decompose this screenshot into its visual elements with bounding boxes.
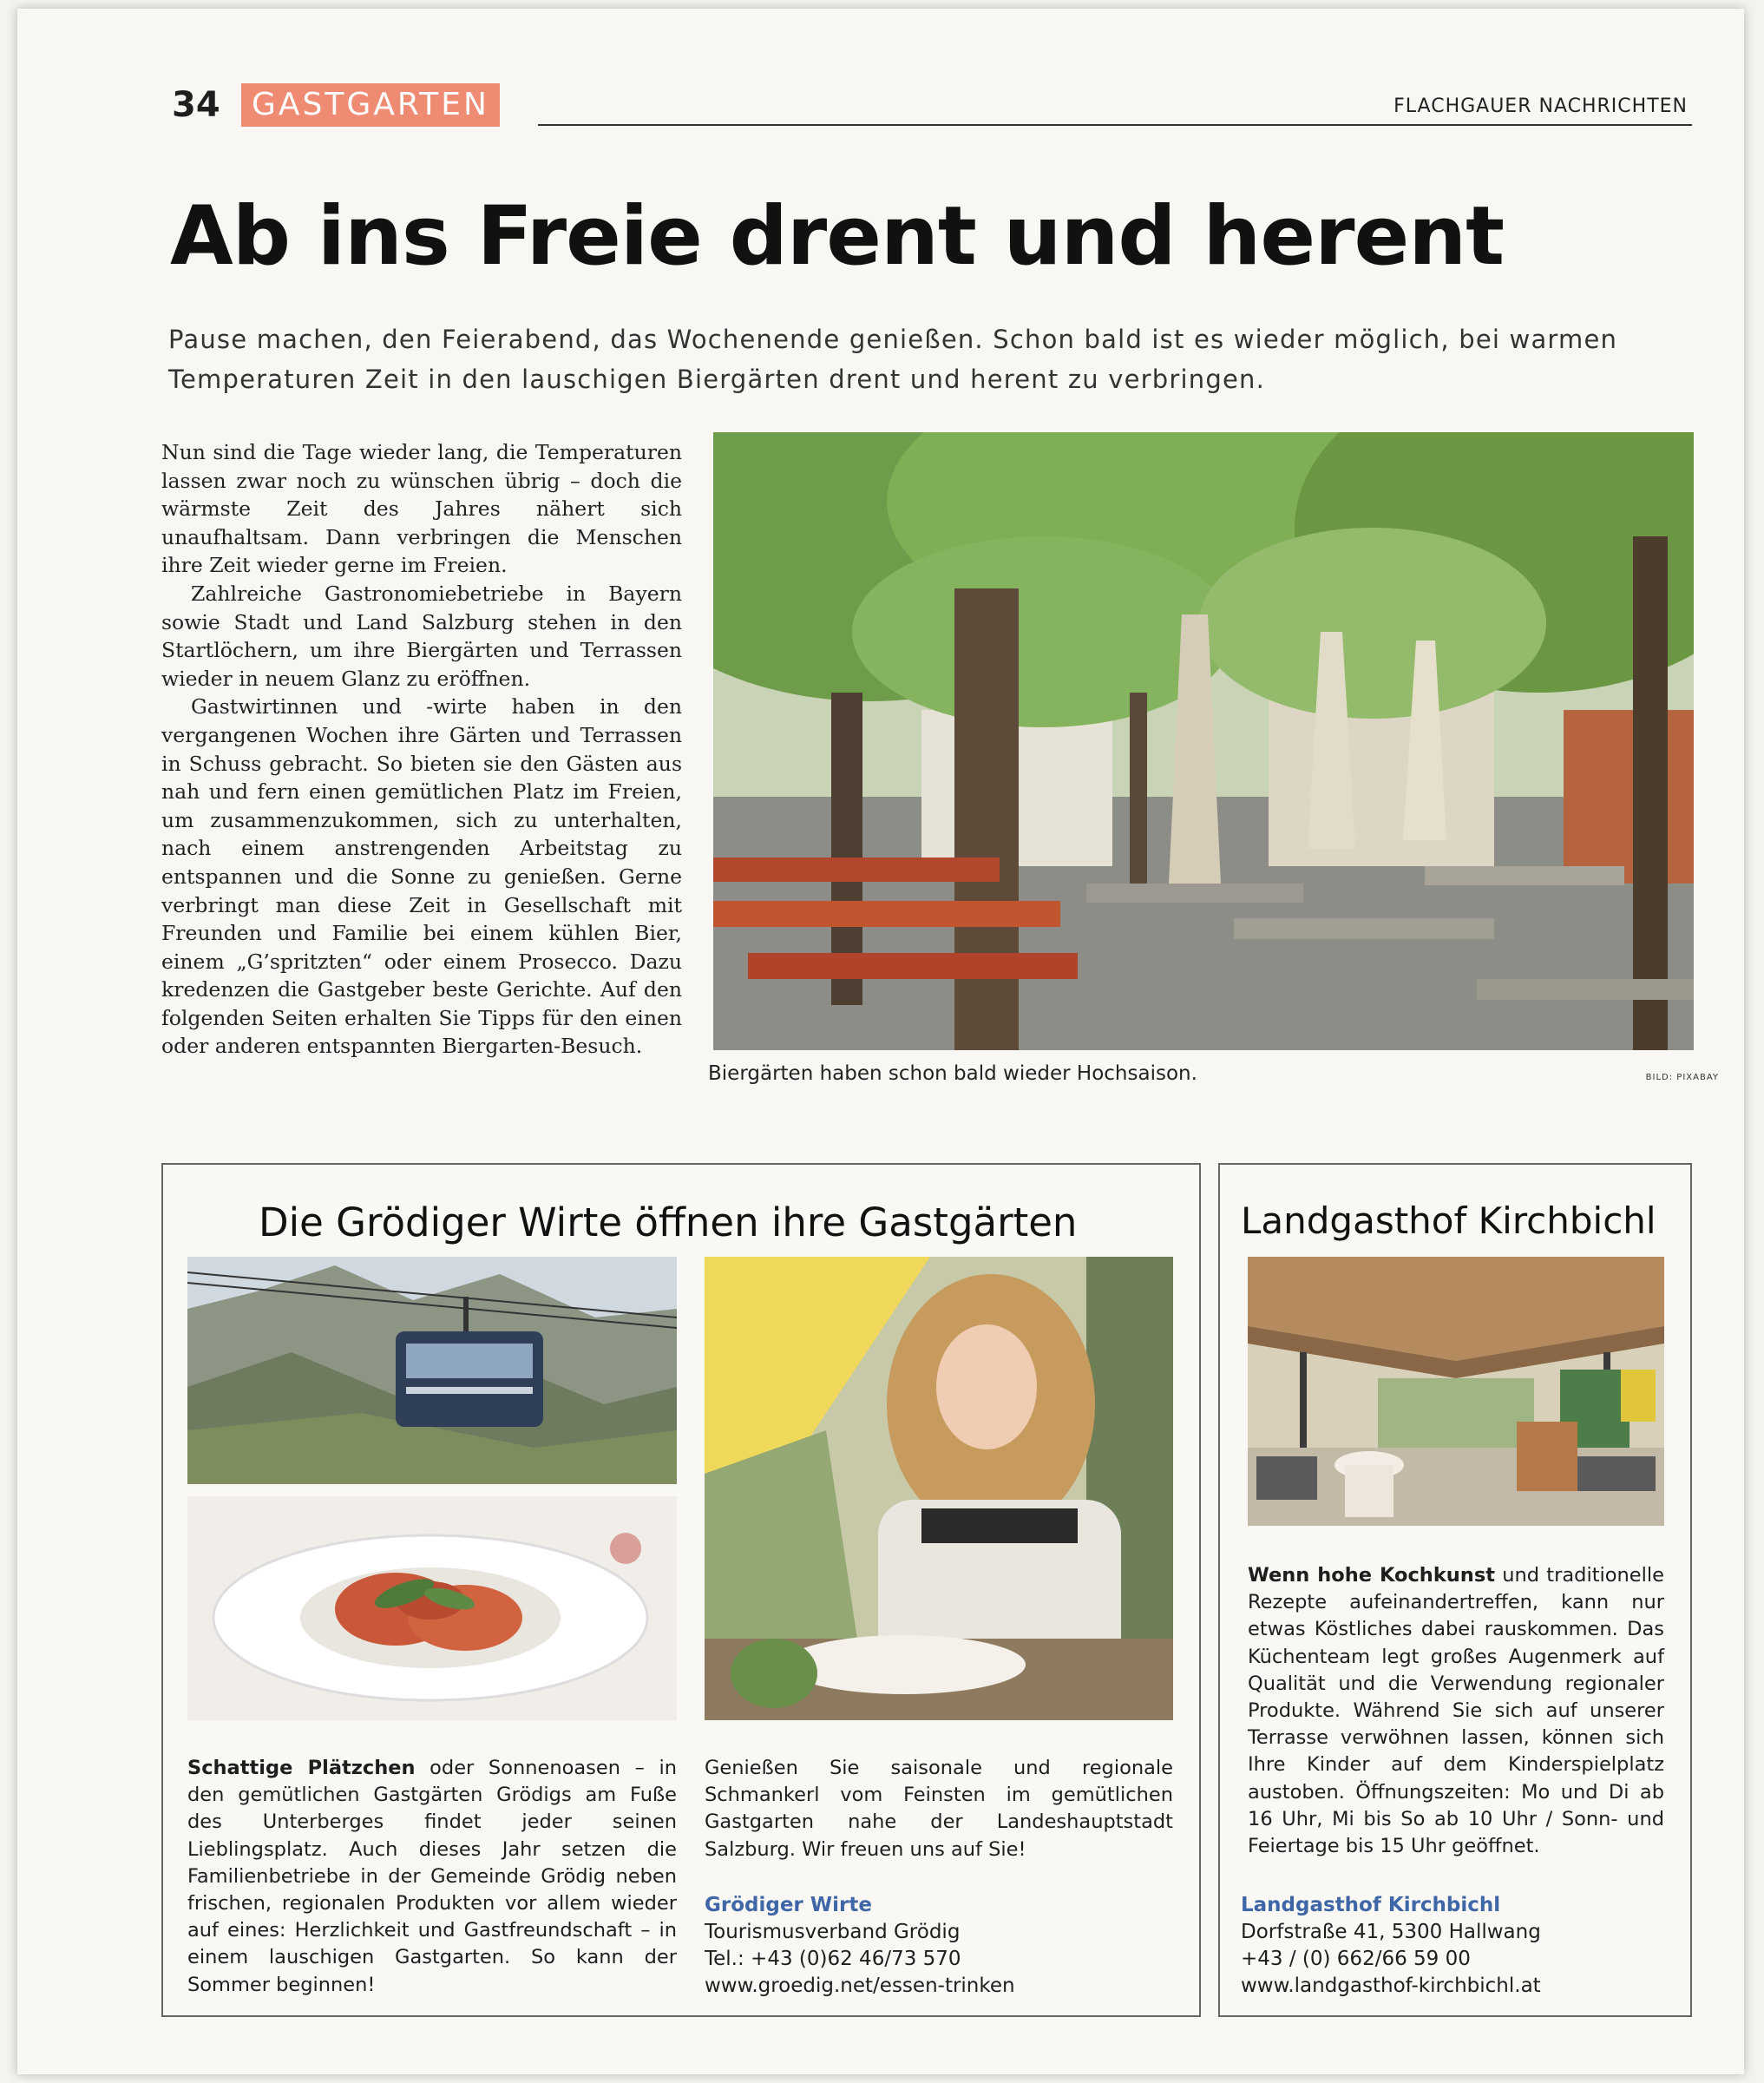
ad-groedig-text-1-rest: oder Sonnenoasen – in den gemütlichen Gastgärten Grödigs am Fuße des Unterberges findet jeder seinen Lieblingsplatz. Auch dieses Jahr setzen die Familienbetriebe in der Gemeinde Grödig neben frischen, regionalen Produkten vor allem wieder auf eines: Herzlichkeit und Gastfreundschaft – in einem lauschigen Gastgarten. So kann der Sommer beginnen!: [187, 1757, 677, 1996]
ad-kirchbichl-title: Landgasthof Kirchbichl: [1241, 1199, 1656, 1242]
ad-kirchbichl: [1218, 1163, 1692, 2017]
contact-address: Dorfstraße 41, 5300 Hallwang: [1241, 1921, 1541, 1943]
contact-phone: +43 / (0) 662/66 59 00: [1241, 1948, 1471, 1970]
contact-name: Grödiger Wirte: [705, 1894, 872, 1916]
woman-in-garden-photo: [705, 1257, 1173, 1720]
publication-name: FLACHGAUER NACHRICHTEN: [1393, 95, 1688, 117]
contact-website[interactable]: www.groedig.net/essen-trinken: [705, 1975, 1015, 1997]
food-photo: [187, 1496, 677, 1720]
ad-kirchbichl-text: [1248, 1562, 1664, 1860]
lead-paragraph: Pause machen, den Feierabend, das Wochenende genießen. Schon bald ist es wieder möglich, bei warmen Temperaturen Zeit in den lauschigen Biergärten drent und herent zu verbringen.: [168, 325, 1618, 394]
ad-kirchbichl-text-rest: und traditionelle Rezepte aufeinandertreffen, kann nur etwas Köstliches dabei rauskommen. Das Küchenteam legt großes Augenmerk auf Qualität und die Verwendung regionaler Produkte. Während Sie sich auf unserer Terrasse verwöhnen lassen, können sich Ihre Kinder auf dem Kinderspielplatz austoben. Öffnungszeiten: Mo und Di ab 16 Uhr, Mi bis So ab 10 Uhr / Sonn- und Feiertage bis 15 Uhr geöffnet.: [1248, 1564, 1664, 1858]
headline: Ab ins Freie drent und herent: [170, 189, 1505, 284]
article-paragraph: Nun sind die Tage wieder lang, die Temperaturen lassen zwar noch zu wünschen übrig – doch die wärmste Zeit des Jahres nähert sich unaufhaltsam. Dann verbringen die Menschen ihre Zeit wieder gerne im Freien.: [161, 440, 682, 578]
terrace-photo: [1248, 1257, 1664, 1526]
article-body: [161, 438, 682, 1061]
contact-name: Landgasthof Kirchbichl: [1241, 1894, 1501, 1916]
cable-car-photo: [187, 1257, 677, 1484]
photo-caption: Biergärten haben schon bald wieder Hochsaison.: [708, 1062, 1197, 1085]
page-number: 34: [172, 85, 220, 125]
article-paragraph: Zahlreiche Gastronomiebetriebe in Bayern sowie Stadt und Land Salzburg stehen in den Startlöchern, um ihre Biergärten und Terrassen wieder in neuem Glanz zu eröffnen.: [161, 581, 682, 691]
contact-website[interactable]: www.landgasthof-kirchbichl.at: [1241, 1975, 1541, 1997]
ad-groedig-text-1-bold: Schattige Plätzchen: [187, 1757, 416, 1779]
ad-groedig: [161, 1163, 1201, 2017]
ad-groedig-text-2: Genießen Sie saisonale und regionale Schmankerl vom Feinsten im gemütlichen Gastgarten nahe der Landeshauptstadt Salzburg. Wir freuen uns auf Sie!: [705, 1757, 1173, 1861]
ad-groedig-contact: [705, 1892, 1015, 2000]
beer-garden-photo: [713, 432, 1694, 1050]
contact-phone: Tel.: +43 (0)62 46/73 570: [705, 1948, 961, 1970]
ad-kirchbichl-contact: [1241, 1892, 1541, 2000]
photo-credit: BILD: PIXABAY: [1645, 1073, 1719, 1082]
ad-groedig-title: Die Grödiger Wirte öffnen ihre Gastgärten: [259, 1199, 1078, 1245]
section-tag: GASTGARTEN: [241, 83, 500, 127]
header-rule: [538, 124, 1692, 126]
ad-kirchbichl-text-bold: Wenn hohe Kochkunst: [1248, 1564, 1495, 1587]
ad-groedig-text-1: [187, 1755, 677, 1999]
contact-organization: Tourismusverband Grödig: [705, 1921, 961, 1943]
article-paragraph: Gastwirtinnen und -wirte haben in den vergangenen Wochen ihre Gärten und Terrassen in Schuss gebracht. So bieten sie den Gästen aus nah und fern einen gemütlichen Platz im Freien, um zusammenzukommen, sich zu unterhalten, nach einem anstrengenden Arbeitstag zu entspannen und die Sonne zu genießen. Gerne verbringt man diese Zeit in Gesellschaft mit Freunden und Familie bei einem kühlen Bier, einem „G’spritzten“ oder einem Prosecco. Dazu kredenzen die Gastgeber beste Gerichte. Auf den folgenden Seiten erhalten Sie Tipps für den einen oder anderen entspannten Biergarten-Besuch.: [161, 694, 682, 1059]
